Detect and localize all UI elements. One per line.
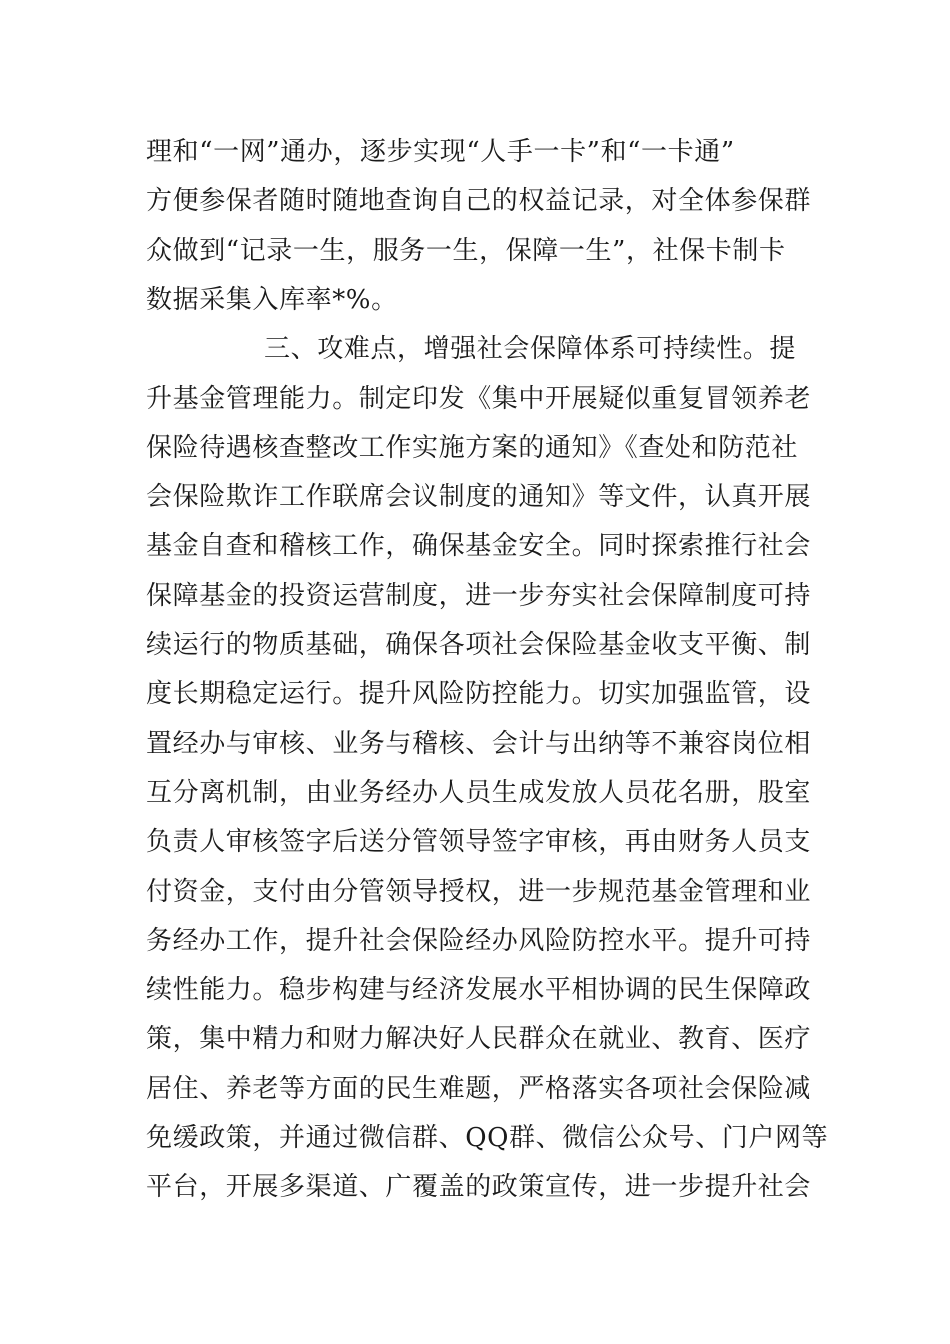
text-line: 策，集中精力和财力解决好人民群众在就业、教育、医疗 xyxy=(146,1024,812,1055)
text-line: 众做到“记录一生，服务一生，保障一生”，社保卡制卡 xyxy=(146,235,786,266)
text-line: 居住、养老等方面的民生难题，严格落实各项社会保险减 xyxy=(146,1073,812,1104)
text-line: 续性能力。稳步构建与经济发展水平相协调的民生保障政 xyxy=(146,975,812,1006)
text-line: 会保险欺诈工作联席会议制度的通知》等文件，认真开展 xyxy=(146,482,812,513)
text-line: 理和“一网”通办，逐步实现“人手一卡”和“一卡通” xyxy=(146,137,735,167)
text-line: 免缓政策，并通过微信群、QQ群、微信公众号、门户网等 xyxy=(146,1123,829,1153)
text-line: 数据采集入库率*%。 xyxy=(146,284,398,315)
section-heading-line: 三、攻难点，增强社会保障体系可持续性。提 xyxy=(264,334,797,365)
text-line: 升基金管理能力。制定印发《集中开展疑似重复冒领养老 xyxy=(146,383,812,414)
text-line: 保险待遇核查整改工作实施方案的通知》《查处和防范社 xyxy=(146,432,799,463)
text-line: 置经办与审核、业务与稽核、会计与出纳等不兼容岗位相 xyxy=(146,728,812,759)
text-line: 平台，开展多渠道、广覆盖的政策宣传，进一步提升社会 xyxy=(146,1172,812,1203)
text-line: 互分离机制，由业务经办人员生成发放人员花名册，股室 xyxy=(146,777,812,808)
text-line: 务经办工作，提升社会保险经办风险防控水平。提升可持 xyxy=(146,925,812,956)
text-line: 续运行的物质基础，确保各项社会保险基金收支平衡、制 xyxy=(146,630,812,660)
text-line: 方便参保者随时随地查询自己的权益记录，对全体参保群 xyxy=(146,186,812,217)
text-line: 保障基金的投资运营制度，进一步夯实社会保障制度可持 xyxy=(146,580,812,611)
text-line: 负责人审核签字后送分管领导签字审核，再由财务人员支 xyxy=(146,827,812,858)
text-line: 度长期稳定运行。提升风险防控能力。切实加强监管，设 xyxy=(146,679,812,710)
text-line: 基金自查和稽核工作，确保基金安全。同时探索推行社会 xyxy=(146,531,812,562)
text-line: 付资金，支付由分管领导授权，进一步规范基金管理和业 xyxy=(146,876,812,907)
